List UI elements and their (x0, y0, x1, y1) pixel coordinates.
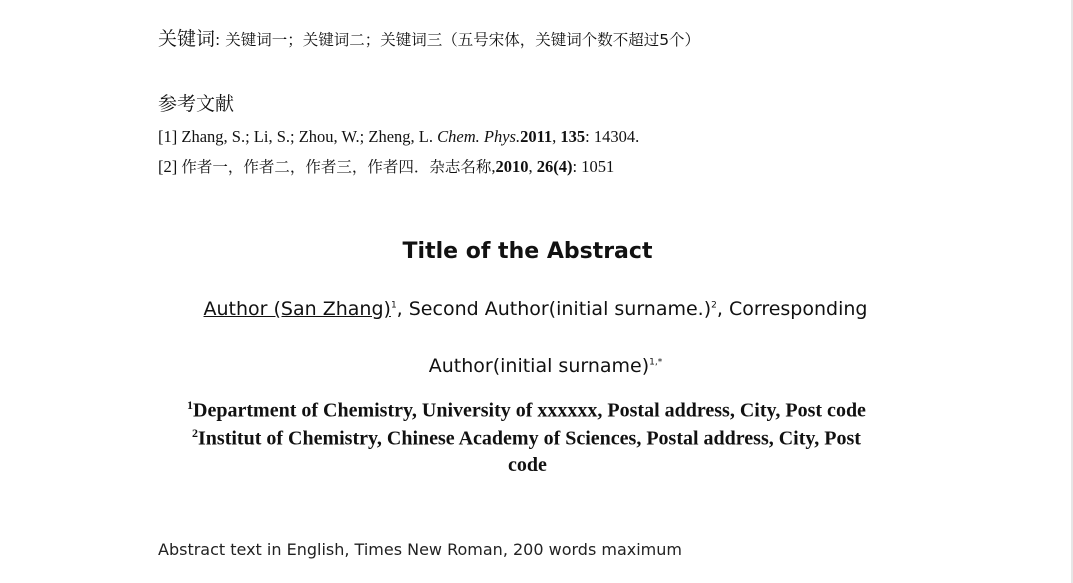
corresponding-author: Author(initial surname) (428, 355, 650, 377)
affiliation-text: Institut of Chemistry, Chinese Academy of Sciences, Postal address, City, Post (198, 427, 861, 450)
reference-journal: Chem. Phys. (437, 127, 521, 146)
reference-authors: 作者一，作者二，作者三，作者四．杂志名称 (181, 158, 492, 176)
keywords-line (158, 24, 700, 51)
affiliation-line (0, 426, 1063, 451)
reference-number: [2] (158, 157, 178, 176)
corresponding-prefix: , Corresponding (716, 298, 868, 320)
reference-year: 2011 (520, 127, 553, 146)
author-affiliation-mark: 2 (711, 300, 717, 311)
reference-separator: , (552, 127, 557, 146)
second-author: , Second Author(initial surname.) (396, 298, 712, 320)
affiliation-mark: 1 (187, 398, 194, 412)
affiliation-line (0, 398, 1063, 423)
references-heading: 参考文献 (158, 93, 235, 115)
reference-item (158, 127, 639, 147)
reference-separator: , (528, 157, 533, 176)
affiliation-text: code (508, 454, 547, 476)
keywords-text: 关键词一；关键词二；关键词三（五号宋体，关键词个数不超过5个） (225, 31, 701, 49)
presenting-author: Author (San Zhang) (203, 298, 391, 320)
keywords-label: 关键词 (158, 28, 216, 50)
affiliation-mark: 2 (192, 426, 199, 440)
authors-line (0, 298, 1072, 320)
reference-separator: , (491, 157, 496, 176)
abstract-body: Abstract text in English, Times New Roman, 200 words maximum (158, 540, 682, 559)
affiliation-text: Department of Chemistry, University of xxxxxx, Postal address, City, Post code (193, 399, 866, 422)
authors-line-continued (9, 355, 1073, 377)
reference-pages: : 1051 (572, 157, 615, 176)
keywords-colon: : (215, 31, 221, 49)
reference-volume: 135 (560, 127, 586, 146)
abstract-title: Title of the Abstract (402, 239, 653, 264)
reference-pages: : 14304. (585, 127, 640, 146)
reference-authors: Zhang, S.; Li, S.; Zhou, W.; Zheng, L. (181, 127, 433, 146)
reference-number: [1] (158, 127, 178, 146)
author-affiliation-mark: 1 (390, 300, 397, 311)
reference-item (158, 155, 614, 177)
reference-volume: 26(4) (536, 157, 573, 176)
reference-year: 2010 (495, 157, 529, 176)
author-affiliation-mark: 1,* (649, 357, 663, 368)
affiliation-line (0, 454, 1064, 477)
